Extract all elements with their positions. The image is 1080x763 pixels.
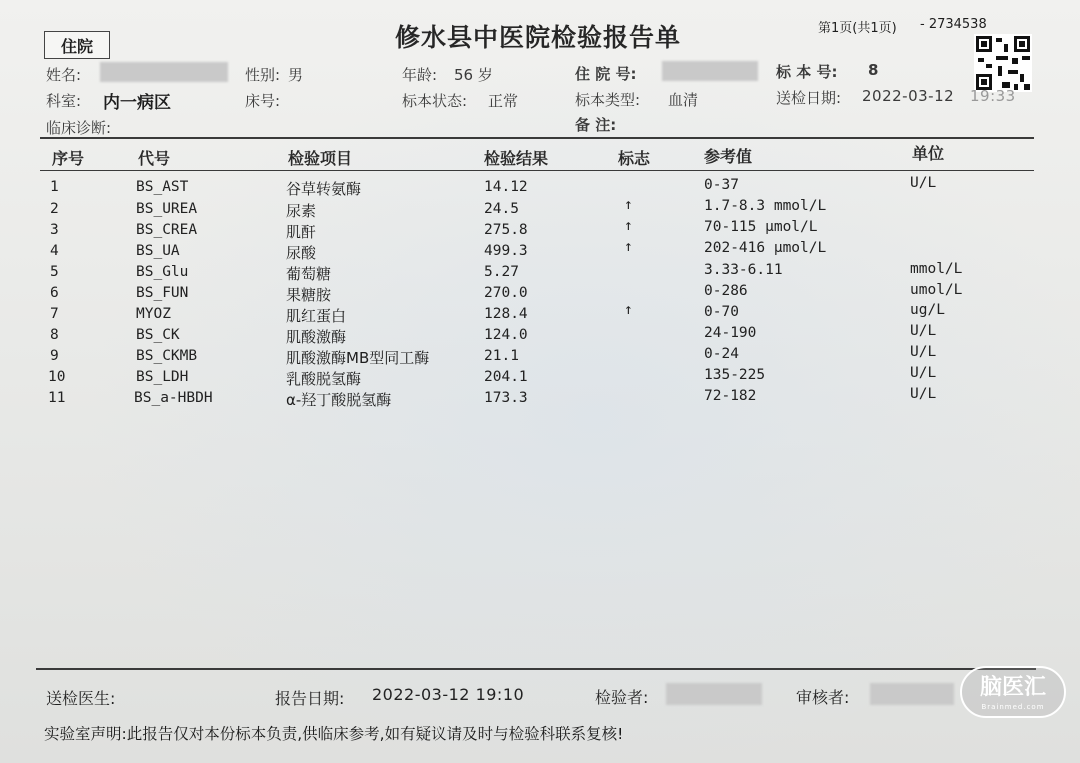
row-7-item: 肌红蛋白: [286, 307, 347, 325]
row-8-result: 124.0: [484, 327, 528, 343]
row-6-item: 果糖胺: [286, 286, 332, 304]
row-3-code: BS_CREA: [136, 222, 198, 238]
qr-code-icon: [974, 34, 1032, 92]
name-redacted: [100, 62, 228, 82]
row-8-item: 肌酸激酶: [286, 328, 347, 346]
table-header-rule: [40, 170, 1034, 171]
lab-disclaimer: 实验室声明:此报告仅对本份标本负责,供临床参考,如有疑议请及时与检验科联系复核!: [44, 725, 624, 743]
admission-no-redacted: [662, 61, 758, 81]
row-6-code: BS_FUN: [136, 285, 189, 301]
row-2-flag: ↑: [624, 197, 633, 213]
row-6-unit: umol/L: [910, 282, 963, 298]
table-top-rule: [40, 137, 1034, 139]
row-1-code: BS_AST: [136, 179, 189, 195]
name-label: 姓名:: [46, 66, 82, 84]
bed-label: 床号:: [245, 92, 281, 110]
row-7-result: 128.4: [484, 306, 528, 322]
tester-label: 检验者:: [595, 688, 649, 707]
row-11-item: α-羟丁酸脱氢酶: [286, 391, 392, 409]
footer-rule: [36, 668, 1036, 670]
row-1-result: 14.12: [484, 179, 528, 195]
row-10-code: BS_LDH: [136, 369, 189, 385]
send-time-partial: 19:33: [970, 87, 1016, 105]
row-10-result: 204.1: [484, 369, 528, 385]
row-4-result: 499.3: [484, 243, 528, 259]
watermark-subtext: Brainmed.com: [981, 703, 1045, 711]
row-1-unit: U/L: [910, 175, 937, 191]
row-2-no: 2: [50, 201, 59, 217]
row-7-no: 7: [50, 306, 59, 322]
row-2-ref: 1.7-8.3 mmol/L: [704, 198, 827, 214]
reviewer-redacted: [870, 683, 954, 705]
row-6-result: 270.0: [484, 285, 528, 301]
row-4-code: BS_UA: [136, 243, 180, 259]
row-5-item: 葡萄糖: [286, 265, 332, 283]
row-10-no: 10: [48, 369, 66, 385]
row-2-code: BS_UREA: [136, 201, 198, 217]
specimen-type-label: 标本类型:: [575, 91, 641, 109]
age-label: 年龄:: [402, 66, 438, 84]
remark-label: 备 注:: [575, 116, 617, 134]
row-7-unit: ug/L: [910, 302, 945, 318]
row-4-no: 4: [50, 243, 59, 259]
row-4-ref: 202-416 μmol/L: [704, 240, 827, 256]
col-header-unit: 单位: [912, 144, 945, 163]
row-8-unit: U/L: [910, 323, 937, 339]
dept-value: 内一病区: [103, 93, 171, 113]
col-header-item: 检验项目: [288, 149, 353, 168]
row-4-item: 尿酸: [286, 244, 317, 262]
row-5-no: 5: [50, 264, 59, 280]
row-11-code: BS_a-HBDH: [134, 390, 213, 406]
admission-no-label: 住 院 号:: [575, 65, 637, 83]
row-6-no: 6: [50, 285, 59, 301]
send-date-value: 2022-03-12: [862, 87, 955, 105]
row-9-unit: U/L: [910, 344, 937, 360]
row-1-item: 谷草转氨酶: [286, 180, 362, 198]
row-1-ref: 0-37: [704, 177, 739, 193]
row-10-ref: 135-225: [704, 367, 766, 383]
report-number: - 2734538: [920, 17, 987, 32]
row-4-flag: ↑: [624, 239, 633, 255]
col-header-ref: 参考值: [704, 147, 753, 166]
col-header-no: 序号: [52, 149, 85, 168]
tester-redacted: [666, 683, 762, 705]
watermark-text: 脑医汇: [979, 675, 1046, 700]
report-date-label: 报告日期:: [275, 689, 345, 708]
row-11-result: 173.3: [484, 390, 528, 406]
row-7-flag: ↑: [624, 302, 633, 318]
col-header-flag: 标志: [618, 149, 651, 168]
row-8-ref: 24-190: [704, 325, 757, 341]
row-9-ref: 0-24: [704, 346, 739, 362]
row-9-no: 9: [50, 348, 59, 364]
row-11-unit: U/L: [910, 386, 937, 402]
row-3-no: 3: [50, 222, 59, 238]
row-5-unit: mmol/L: [910, 261, 963, 277]
send-date-label: 送检日期:: [776, 89, 842, 107]
age-value: 56 岁: [454, 66, 493, 84]
row-7-ref: 0-70: [704, 304, 739, 320]
row-8-no: 8: [50, 327, 59, 343]
row-3-flag: ↑: [624, 218, 633, 234]
page-info: 第1页(共1页): [818, 21, 897, 36]
row-11-ref: 72-182: [704, 388, 757, 404]
row-7-code: MYOZ: [136, 306, 171, 322]
reviewer-label: 审核者:: [796, 688, 850, 707]
specimen-no-label: 标 本 号:: [776, 63, 838, 81]
row-9-result: 21.1: [484, 348, 519, 364]
report-title: 修水县中医院检验报告单: [395, 23, 682, 52]
row-2-item: 尿素: [286, 202, 317, 220]
row-3-result: 275.8: [484, 222, 528, 238]
row-10-unit: U/L: [910, 365, 937, 381]
gender-label: 性别:: [245, 66, 281, 84]
row-8-code: BS_CK: [136, 327, 180, 343]
inpatient-badge: 住院: [44, 31, 110, 59]
row-10-item: 乳酸脱氢酶: [286, 370, 362, 388]
row-11-no: 11: [48, 390, 66, 406]
row-1-no: 1: [50, 179, 59, 195]
col-header-code: 代号: [138, 149, 171, 168]
row-5-ref: 3.33-6.11: [704, 262, 783, 278]
specimen-type-value: 血清: [668, 91, 699, 109]
report-date-value: 2022-03-12 19:10: [372, 685, 525, 704]
row-3-ref: 70-115 μmol/L: [704, 219, 818, 235]
dept-label: 科室:: [46, 92, 82, 110]
specimen-status-label: 标本状态:: [402, 92, 468, 110]
specimen-status-value: 正常: [488, 92, 519, 110]
row-2-result: 24.5: [484, 201, 519, 217]
row-5-result: 5.27: [484, 264, 519, 280]
row-9-item: 肌酸激酶MB型同工酶: [286, 349, 430, 367]
specimen-no-value: 8: [868, 61, 879, 79]
row-6-ref: 0-286: [704, 283, 748, 299]
gender-value: 男: [288, 66, 304, 84]
row-9-code: BS_CKMB: [136, 348, 198, 364]
diagnosis-label: 临床诊断:: [46, 119, 112, 137]
row-3-item: 肌酐: [286, 223, 317, 241]
row-5-code: BS_Glu: [136, 264, 189, 280]
watermark-logo: [960, 666, 1066, 718]
doctor-label: 送检医生:: [46, 689, 116, 708]
col-header-result: 检验结果: [484, 149, 549, 168]
